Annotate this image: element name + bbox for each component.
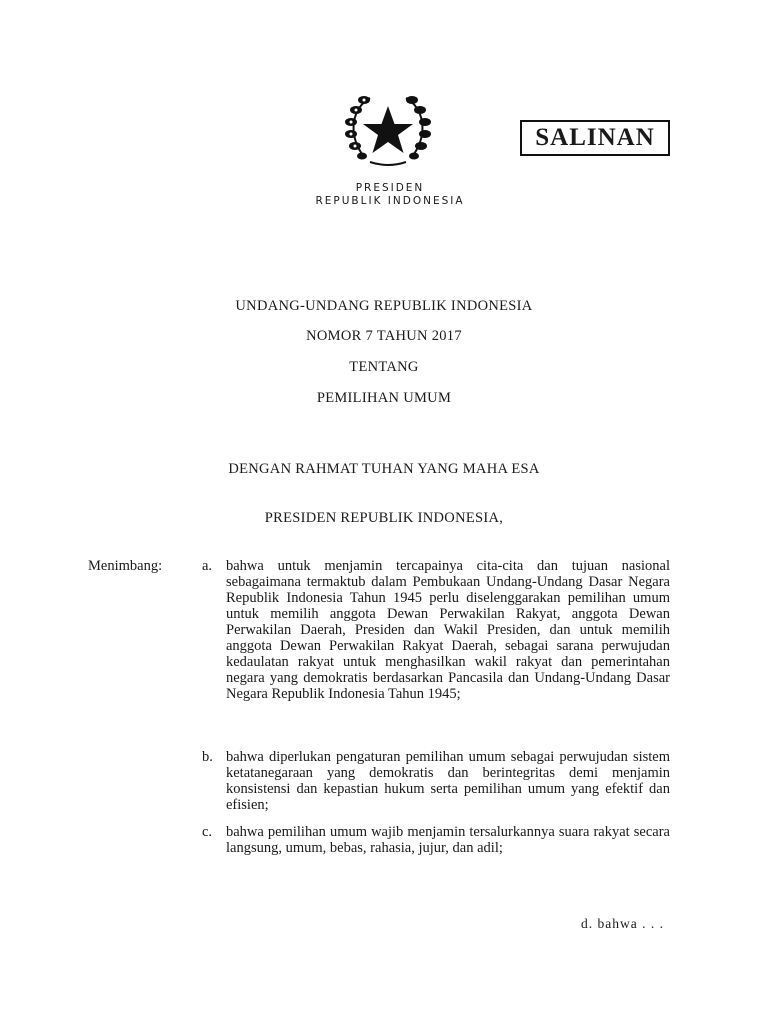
item-b-text: bahwa diperlukan pengaturan pemilihan umum sebagai perwujudan sistem ketatanegaraan yang demokratis dan berintegritas demi menjamin konsistensi dan kepastian hukum serta pemilihan umum yang efektif dan efisien; <box>226 749 670 813</box>
law-title: UNDANG-UNDANG REPUBLIK INDONESIA <box>235 298 533 314</box>
institution-line-2: REPUBLIK INDONESIA <box>315 195 465 207</box>
blessing-line: DENGAN RAHMAT TUHAN YANG MAHA ESA <box>228 461 540 477</box>
item-a-letter: a. <box>202 558 213 574</box>
law-about-label: TENTANG <box>349 359 419 375</box>
law-subject: PEMILIHAN UMUM <box>316 390 452 406</box>
continuation-marker: d. bahwa . . . <box>581 916 664 931</box>
item-c-text: bahwa pemilihan umum wajib menjamin tersalurkannya suara rakyat secara langsung, umum, bebas, rahasia, jujur, dan adil; <box>226 824 670 856</box>
item-b-letter: b. <box>202 749 213 765</box>
item-a-text: bahwa untuk menjamin tercapainya cita-cita dan tujuan nasional sebagaimana termaktub dalam Pembukaan Undang-Undang Dasar Negara Republik Indonesia Tahun 1945 perlu diselenggarakan pemilihan umum untuk memilih anggota Dewan Perwakilan Rakyat, anggota Dewan Perwakilan Daerah, Presiden dan Wakil Presiden, dan untuk memilih anggota Dewan Perwakilan Rakyat Daerah, sebagai sarana perwujudan kedaulatan rakyat untuk menghasilkan wakil rakyat dan pemerintahan negara yang demokratis berdasarkan Pancasila dan Undang-Undang Dasar Negara Republik Indonesia Tahun 1945; <box>226 558 670 702</box>
item-c-letter: c. <box>202 824 213 840</box>
authority-line: PRESIDEN REPUBLIK INDONESIA, <box>264 510 504 526</box>
salinan-stamp: SALINAN <box>520 120 670 156</box>
state-emblem-icon <box>340 88 436 170</box>
law-number: NOMOR 7 TAHUN 2017 <box>306 328 462 344</box>
institution-line-1: PRESIDEN <box>355 182 425 194</box>
considerations-label: Menimbang: <box>88 558 163 574</box>
